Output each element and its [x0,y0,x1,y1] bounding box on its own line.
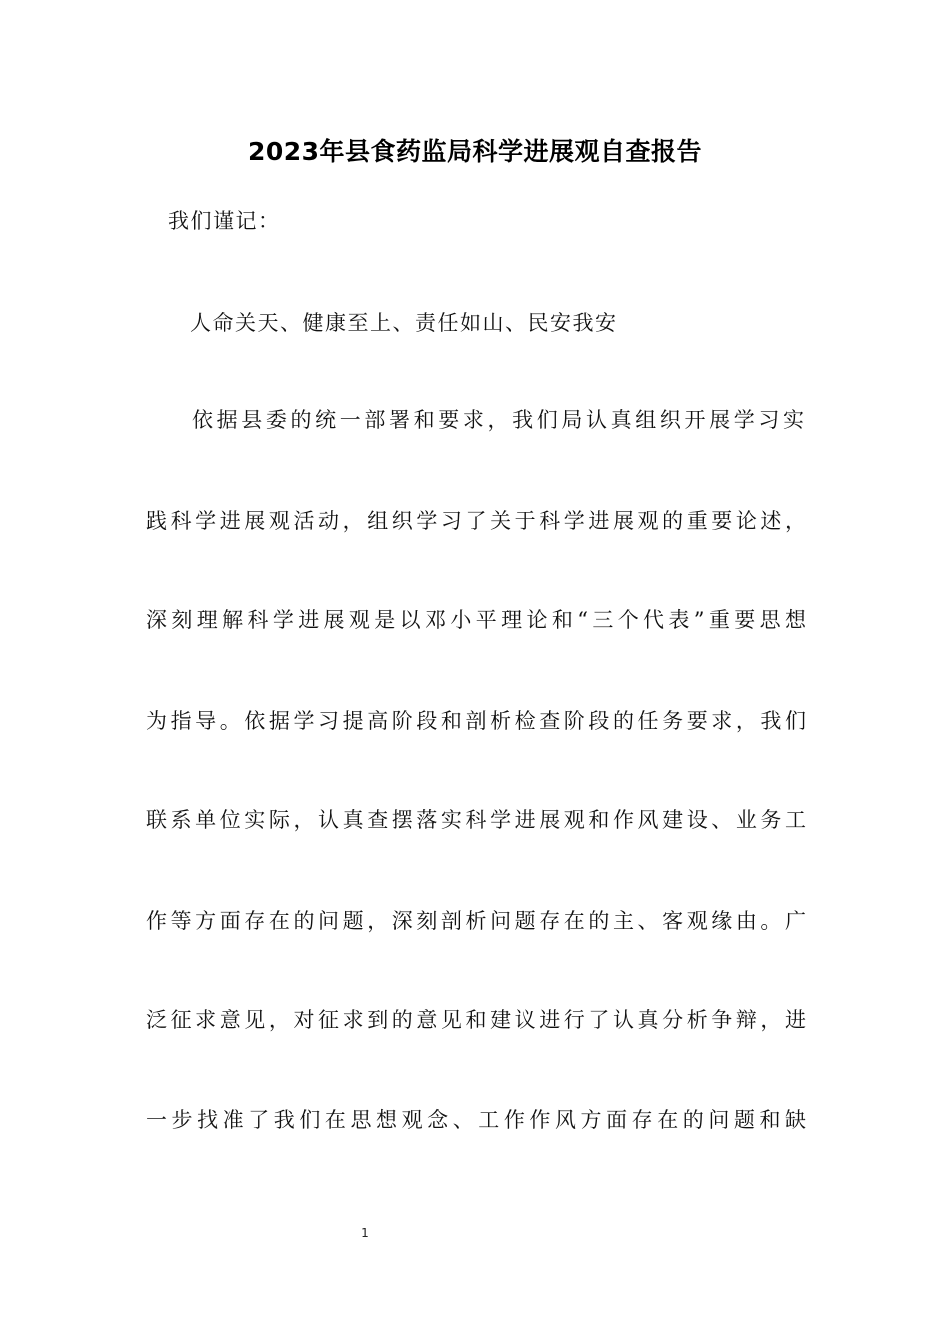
page-number: 1 [361,1226,369,1240]
body-line: 为指导。依据学习提高阶段和剖析检查阶段的任务要求，我们 [146,709,806,733]
body-line: 一步找准了我们在思想观念、工作作风方面存在的问题和缺 [146,1108,806,1132]
body-line: 深刻理解科学进展观是以邓小平理论和“三个代表”重要思想 [146,608,806,632]
body-line: 践科学进展观活动，组织学习了关于科学进展观的重要论述， [146,509,806,533]
document-title: 2023年县食药监局科学进展观自查报告 [247,137,703,166]
body-line: 依据县委的统一部署和要求，我们局认真组织开展学习实 [192,408,804,432]
body-line: 作等方面存在的问题，深刻剖析问题存在的主、客观缘由。广 [146,909,806,933]
salutation: 我们谨记： [168,209,281,233]
body-line: 泛征求意见，对征求到的意见和建议进行了认真分析争辩，进 [146,1008,806,1032]
body-line: 联系单位实际，认真查摆落实科学进展观和作风建设、业务工 [146,808,806,832]
motto: 人命关天、健康至上、责任如山、民安我安 [190,311,618,335]
